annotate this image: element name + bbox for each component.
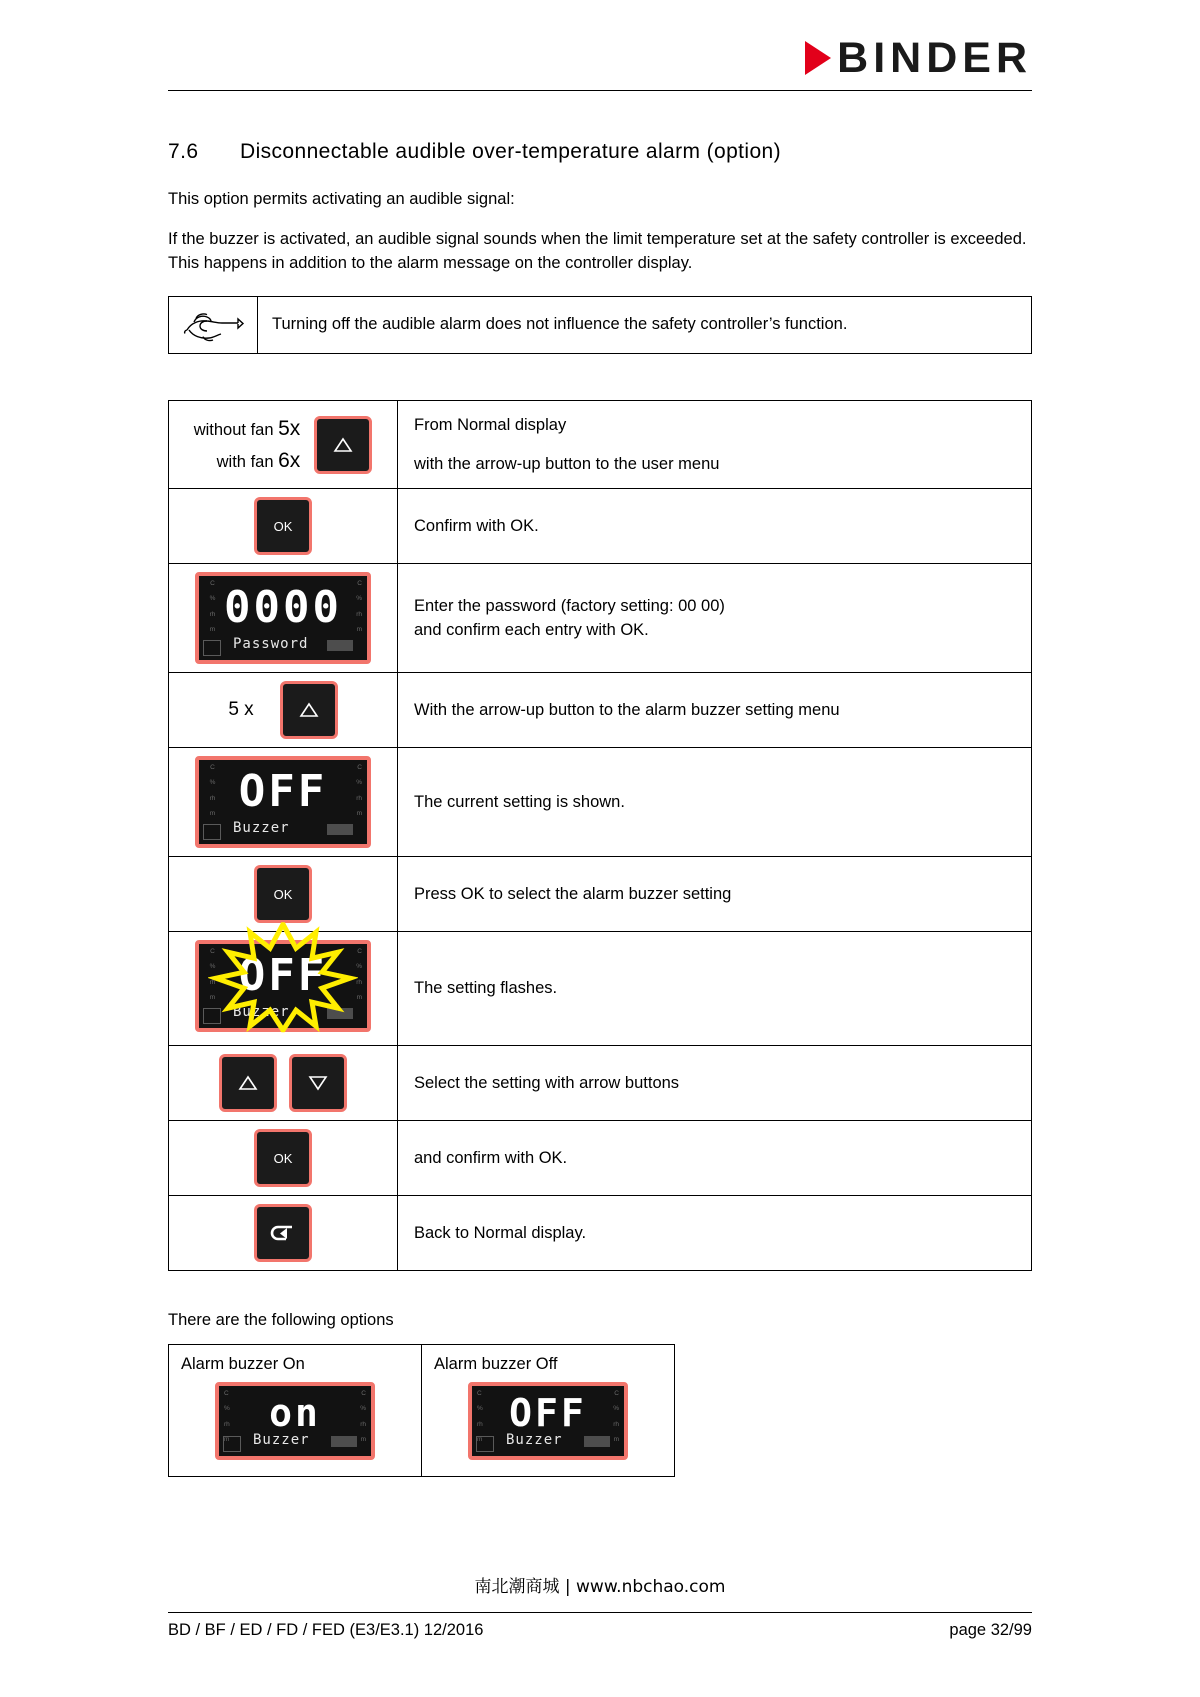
table-row [169,400,1032,489]
procedure-step-text [398,932,1032,1046]
page-footer [168,1621,1032,1640]
display-side-marks-left: C % rh m [209,764,216,817]
table-row [169,857,1032,932]
procedure-step-icon-cell [169,748,398,857]
display-side-marks-left: C % rh m [477,1390,483,1443]
ok-button-label: OK [273,1150,293,1166]
procedure-step-text [398,564,1032,673]
procedure-step-icon-cell [169,932,398,1046]
display-bargraph [331,1436,357,1447]
procedure-step-text [398,400,1032,489]
display-bargraph [584,1436,610,1447]
step-line: The current setting is shown. [414,792,625,811]
page-header [168,0,1032,100]
step-line: Enter the password (factory setting: 00 00) [414,596,725,615]
arrow-up-icon [333,436,353,454]
procedure-step-icon-cell [169,857,398,932]
arrow-up-button[interactable] [280,681,338,739]
table-row [169,564,1032,673]
procedure-step-text [398,857,1032,932]
arrow-up-button[interactable] [219,1054,277,1112]
section-title-text: Disconnectable audible over-temperature alarm (option) [240,140,782,163]
table-row [169,1121,1032,1196]
step-line: Press OK to select the alarm buzzer setting [414,884,732,903]
option-cell-off [422,1345,675,1477]
display-label: Buzzer [233,1004,290,1021]
intro-paragraph-2: If the buzzer is activated, an audible signal sounds when the limit temperature set at the safety controller is exceeded. This happens in addition to the alarm message on the controller display. [168,229,1027,272]
step-line: and confirm with OK. [414,1148,568,1167]
display-side-marks-right: C % rh m [356,764,362,817]
procedure-step-text [398,1196,1032,1271]
display-bargraph [327,640,353,651]
footer-divider [168,1612,1032,1613]
procedure-step-icon-cell [169,489,398,564]
procedure-step-icon-cell [169,1196,398,1271]
procedure-step-text [398,489,1032,564]
display-bargraph [327,1008,353,1019]
step-line: Select the setting with arrow buttons [414,1073,680,1092]
controller-display-buzzer-on [215,1382,375,1460]
procedure-step-text [398,673,1032,748]
press-count-group [194,413,301,476]
footer-page-number: page 32/99 [949,1621,1032,1639]
arrow-down-icon [308,1074,328,1092]
display-value: OFF [509,1391,587,1436]
ok-button-label: OK [273,518,293,534]
procedure-step-icon-cell [169,673,398,748]
table-row [169,489,1032,564]
press-count-value: 5x [278,417,301,441]
display-side-marks-left: C % rh m [209,948,216,1001]
ok-button[interactable] [254,1129,312,1187]
arrow-up-icon [238,1074,258,1092]
display-label: Buzzer [506,1432,563,1449]
press-count-without-fan: without fan 5x [193,417,301,441]
red-triangle-icon [805,41,831,75]
option-title: Alarm buzzer On [181,1355,305,1374]
intro-paragraph-1: This option permits activating an audible signal: [168,190,515,208]
procedure-step-text [398,748,1032,857]
footer-doc-reference: BD / BF / ED / FD / FED (E3/E3.1) 12/2016 [168,1621,484,1639]
ok-button[interactable] [254,497,312,555]
logo-text: BINDER [837,33,1032,82]
ok-button-label: OK [273,886,293,902]
option-cell-on [169,1345,422,1477]
display-value: 0000 [224,581,342,633]
options-table [168,1344,675,1477]
controller-display-password [195,572,371,664]
table-row [169,1345,675,1477]
procedure-step-text [398,1121,1032,1196]
table-row [169,932,1032,1046]
note-box [168,296,1032,354]
table-row [169,673,1032,748]
watermark-text: 南北潮商城 | www.nbchao.com [474,1577,726,1597]
step-line: With the arrow-up button to the alarm buzzer setting menu [414,700,840,719]
display-label: Buzzer [253,1432,310,1449]
header-divider [168,90,1032,91]
display-value: OFF [238,949,328,1001]
procedure-step-text [398,1046,1032,1121]
display-side-marks-left: C % rh m [224,1390,230,1443]
options-lead-text: There are the following options [168,1311,394,1330]
pointing-hand-icon [169,297,258,353]
ok-button[interactable] [254,865,312,923]
back-arrow-icon [270,1223,296,1243]
controller-display-buzzer-off [468,1382,628,1460]
press-count-multiplier: 5 x [228,699,254,721]
display-side-marks-right: C % rh m [356,948,362,1001]
procedure-table [168,400,1032,1272]
procedure-step-icon-cell [169,400,398,489]
step-line: Confirm with OK. [414,516,539,535]
display-side-marks-right: C % rh m [613,1390,619,1443]
arrow-up-icon [299,701,319,719]
procedure-step-icon-cell [169,1121,398,1196]
table-row [169,1046,1032,1121]
procedure-step-icon-cell [169,564,398,673]
display-side-marks-right: C % rh m [356,580,362,633]
table-row [169,748,1032,857]
table-row [169,1196,1032,1271]
arrow-up-button[interactable] [314,416,372,474]
display-value: on [269,1391,321,1436]
section-number: 7.6 [168,140,199,163]
note-text: Turning off the audible alarm does not influence the safety controller’s function. [272,315,848,334]
binder-logo [168,30,1032,86]
procedure-step-icon-cell [169,1046,398,1121]
press-count-with-fan: with fan 6x [216,448,301,472]
display-label: Buzzer [233,820,290,837]
display-value: OFF [238,765,328,817]
back-button[interactable] [254,1204,312,1262]
press-count-value: 6x [278,448,301,472]
display-side-marks-right: C % rh m [360,1390,366,1443]
display-side-marks-left: C % rh m [209,580,216,633]
controller-display-buzzer-flashing [195,940,371,1032]
arrow-down-button[interactable] [289,1054,347,1112]
step-line: with the arrow-up button to the user menu [414,454,720,473]
step-line: and confirm each entry with OK. [414,621,649,640]
controller-display-buzzer [195,756,371,848]
page-title [168,140,1032,164]
display-bargraph [327,824,353,835]
step-line: Back to Normal display. [414,1223,587,1242]
display-label: Password [233,636,309,653]
step-line: From Normal display [414,415,567,434]
step-line: The setting flashes. [414,979,558,998]
option-title: Alarm buzzer Off [434,1355,558,1374]
